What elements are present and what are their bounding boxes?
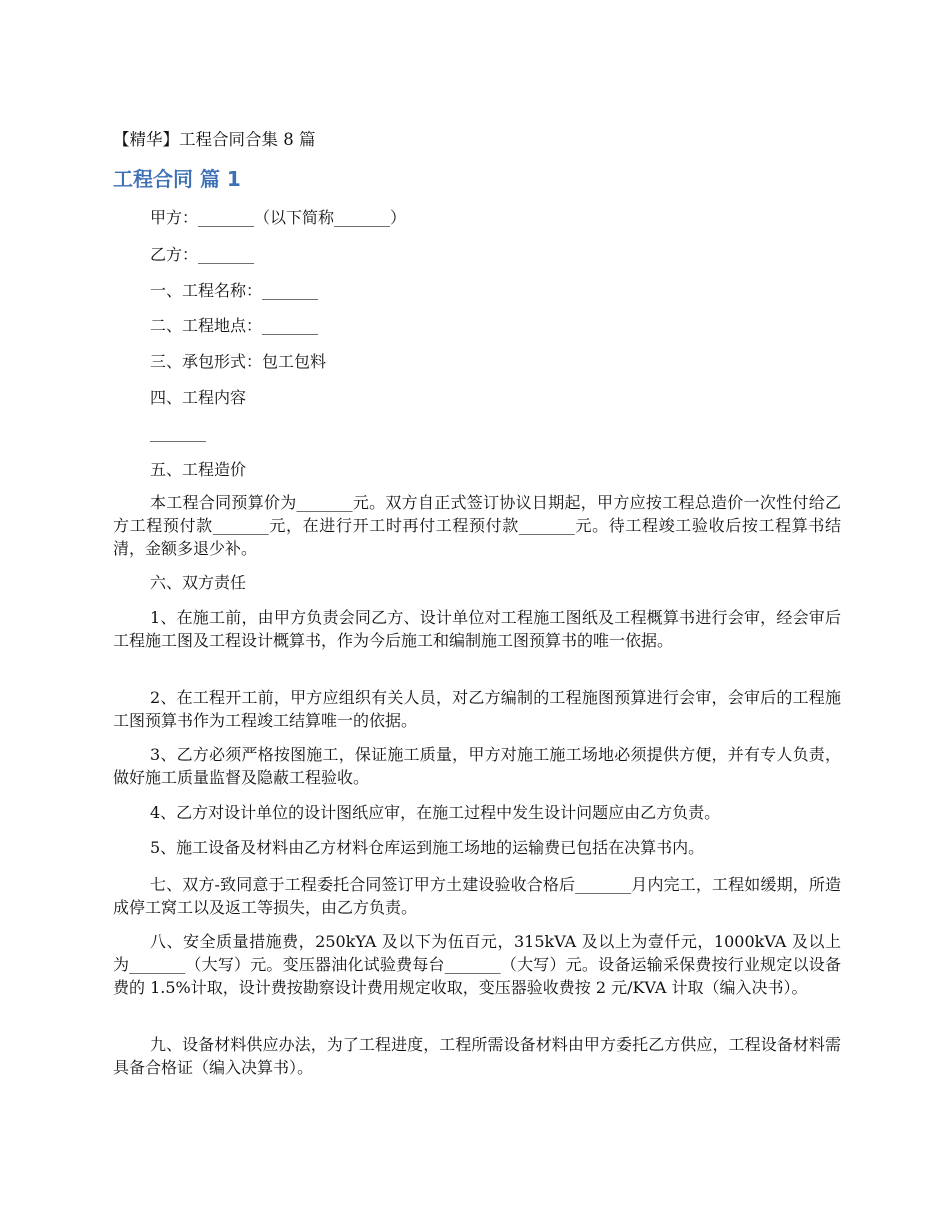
party-b-line: 乙方：_______: [150, 245, 255, 264]
blank-line: _______: [150, 423, 206, 442]
project-location-line: 二、工程地点：_______: [150, 316, 319, 335]
responsibility-4: 4、乙方对设计单位的设计图纸应审，在施工过程中发生设计问题应由乙方负责。: [150, 803, 721, 822]
contract-form-line: 三、承包形式：包工包料: [150, 352, 327, 371]
completion-clause: 七、双方-致同意于工程委托合同签订甲方土建设验收合格后_______月内完工，工程如缓期，所造成停工窝工以及返工等损失，由乙方负责。: [113, 875, 841, 917]
project-cost-heading: 五、工程造价: [150, 460, 247, 479]
responsibilities-heading: 六、双方责任: [150, 573, 247, 592]
responsibility-5: 5、施工设备及材料由乙方材料仓库运到施工场地的运输费已包括在决算书内。: [150, 838, 705, 857]
party-a-line: 甲方：_______（以下简称_______）: [150, 208, 407, 227]
responsibility-1: 1、在施工前，由甲方负责会同乙方、设计单位对工程施工图纸及工程概算书进行会审，经会审后工程施工图及工程设计概算书，作为今后施工和编制施工图预算书的唯一依据。: [113, 608, 841, 650]
project-content-heading: 四、工程内容: [150, 388, 247, 407]
document-title: 【精华】工程合同合集 8 篇: [113, 130, 316, 149]
responsibility-2: 2、在工程开工前，甲方应组织有关人员，对乙方编制的工程施图预算进行会审，会审后的工程施工图预算书作为工程竣工结算唯一的依据。: [113, 688, 841, 730]
price-paragraph: 本工程合同预算价为_______元。双方自正式签订协议日期起，甲方应按工程总造价一次性付给乙方工程预付款_______元，在进行开工时再付工程预付款_______元。待工程竣工验收后按工程算书结清，金额多退少补。: [113, 493, 841, 558]
material-supply-clause: 九、设备材料供应办法，为了工程进度，工程所需设备材料由甲方委托乙方供应，工程设备材料需具备合格证（编入决算书）。: [113, 1035, 841, 1077]
project-name-line: 一、工程名称：_______: [150, 281, 319, 300]
section-heading: 工程合同 篇 1: [113, 167, 241, 191]
safety-fee-clause: 八、安全质量措施费，250kYA 及以下为伍百元，315kVA 及以上为壹仟元，1000kVA 及以上为_______（大写）元。变压器油化试验费每台_______（大写）元。设备运输采保费按行业规定以设备费的 1.5%计取，设计费按勘察设计费用规定收取，变压器验收费按 2 元/KVA 计取（编入决书）。: [113, 932, 841, 997]
responsibility-3: 3、乙方必须严格按图施工，保证施工质量，甲方对施工施工场地必须提供方便，并有专人负责，做好施工质量监督及隐蔽工程验收。: [113, 745, 841, 787]
